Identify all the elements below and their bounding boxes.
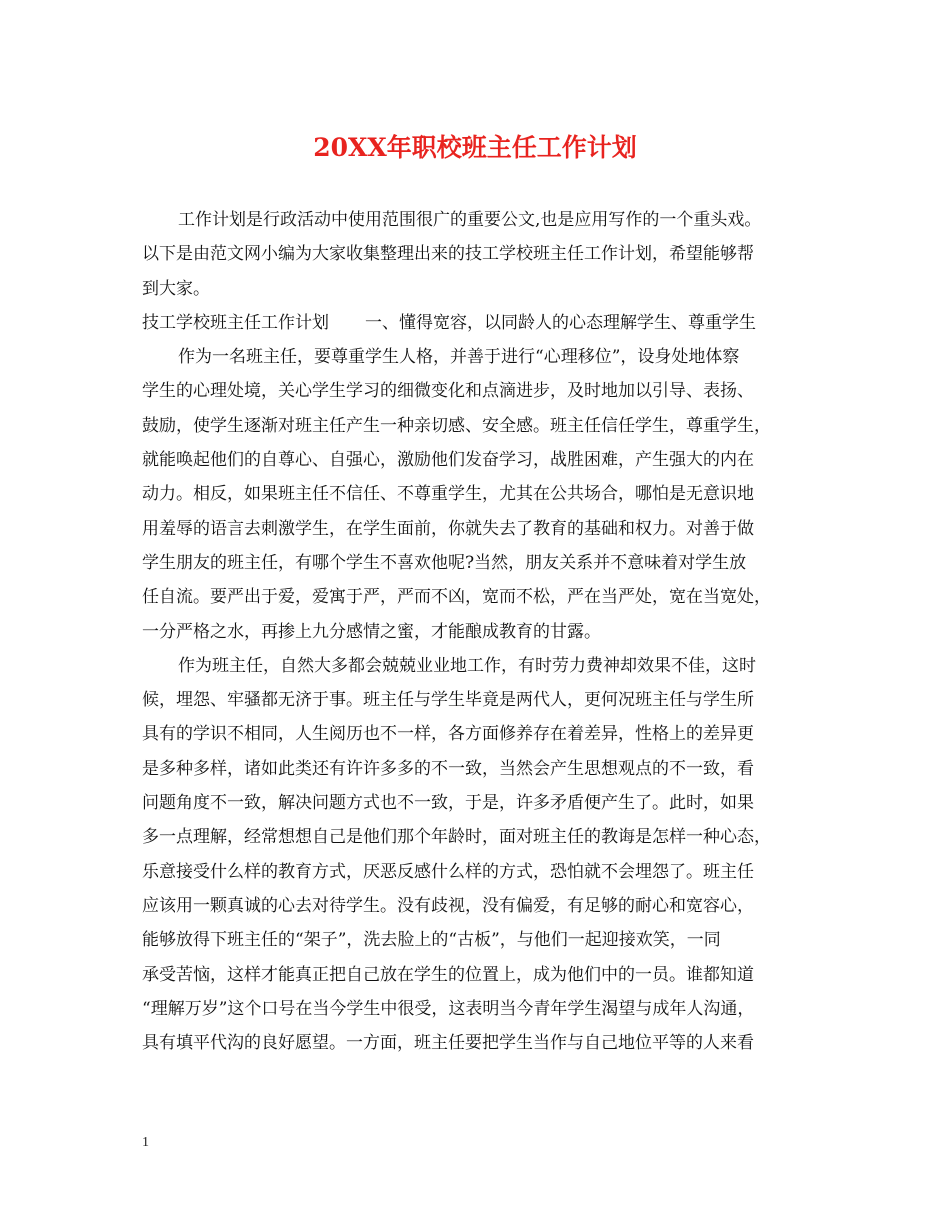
paragraph-line [142,649,810,683]
line-text: 学生的心理处境，关心学生学习的细微变化和点滴进步，及时地加以引导、表扬、 [142,381,754,402]
line-text: 到大家。 [142,278,210,299]
line-text: 工作计划是行政活动中使用范围很广的重要公文,也是应用写作的一个重头戏。 [178,210,762,230]
paragraph-line [142,683,810,717]
line-text: 问题角度不一致，解决问题方式也不一致，于是，许多矛盾便产生了。此时，如果 [142,793,754,814]
line-text: 任自流。要严出于爱，爱寓于严，严而不凶，宽而不松，严在当严处，宽在当宽处， [142,587,771,608]
line-text: 鼓励，使学生逐渐对班主任产生一种亲切感、安全感。班主任信任学生，尊重学生， [142,415,771,436]
paragraph-line [142,615,810,649]
line-text: 作为班主任，自然大多都会兢兢业业地工作，有时劳力费神却效果不佳，这时 [178,655,756,676]
line-text: 具有填平代沟的良好愿望。一方面，班主任要把学生当作与自己地位平等的人来看 [142,1033,754,1054]
document-title: 20XX年职校班主任工作计划 [313,133,637,162]
paragraph-line [142,477,810,511]
paragraph-line [142,306,810,340]
paragraph-line [142,717,810,751]
line-text: 作为一名班主任，要尊重学生人格，并善于进行“心理移位”，设身处地体察 [178,347,740,368]
line-text: “理解万岁”这个口号在当今学生中很受，这表明当今青年学生渴望与成年人沟通， [142,998,755,1019]
paragraph-line [142,923,810,957]
page-number: 1 [142,1135,149,1150]
paragraph-line [142,374,810,408]
paragraph-line [142,546,810,580]
line-text: 具有的学识不相同，人生阅历也不一样，各方面修养存在着差异，性格上的差异更 [142,724,754,745]
paragraph-line [142,786,810,820]
paragraph-line [142,443,810,477]
line-text: 是多种多样，诸如此类还有许许多多的不一致，当然会产生思想观点的不一致，看 [142,758,754,779]
line-text: 动力。相反，如果班主任不信任、不尊重学生，尤其在公共场合，哪怕是无意识地 [142,484,754,505]
line-text: 技工学校班主任工作计划 [142,312,329,333]
line-text: 候，埋怨、牢骚都无济于事。班主任与学生毕竟是两代人，更何况班主任与学生所 [142,690,754,711]
line-text: 以下是由范文网小编为大家收集整理出来的技工学校班主任工作计划，希望能够帮 [142,244,754,265]
line-text: 学生朋友的班主任，有哪个学生不喜欢他呢?当然，朋友关系并不意味着对学生放 [142,552,747,573]
paragraph-line [142,889,810,923]
paragraph-line [142,752,810,786]
paragraph-line [142,958,810,992]
line-text: 用羞辱的语言去刺激学生，在学生面前，你就失去了教育的基础和权力。对善于做 [142,518,754,539]
paragraph-line [142,1026,810,1060]
paragraph-line [142,409,810,443]
line-text: 乐意接受什么样的教育方式，厌恶反感什么样的方式，恐怕就不会埋怨了。班主任 [142,861,754,882]
line-text: 多一点理解，经常想想自己是他们那个年龄时，面对班主任的教诲是怎样一种心态， [142,827,771,848]
document-body [142,203,810,1060]
paragraph-line [142,855,810,889]
paragraph-line [142,580,810,614]
paragraph-line [142,512,810,546]
line-text: 一、懂得宽容，以同龄人的心态理解学生、尊重学生 [365,312,756,333]
line-text: 一分严格之水，再掺上九分感情之蜜，才能酿成教育的甘露。 [142,621,601,642]
line-text: 就能唤起他们的自尊心、自强心，激励他们发奋学习，战胜困难，产生强大的内在 [142,450,754,471]
paragraph-line [142,272,810,306]
line-text: 承受苦恼，这样才能真正把自己放在学生的位置上，成为他们中的一员。谁都知道 [142,964,754,985]
paragraph-line [142,237,810,271]
paragraph-line [142,992,810,1026]
paragraph-line [142,203,810,237]
line-text: 能够放得下班主任的“架子”，洗去脸上的“古板”，与他们一起迎接欢笑，一同 [142,930,721,951]
paragraph-line [142,340,810,374]
paragraph-line [142,820,810,854]
line-text: 应该用一颗真诚的心去对待学生。没有歧视，没有偏爱，有足够的耐心和宽容心， [142,895,754,916]
